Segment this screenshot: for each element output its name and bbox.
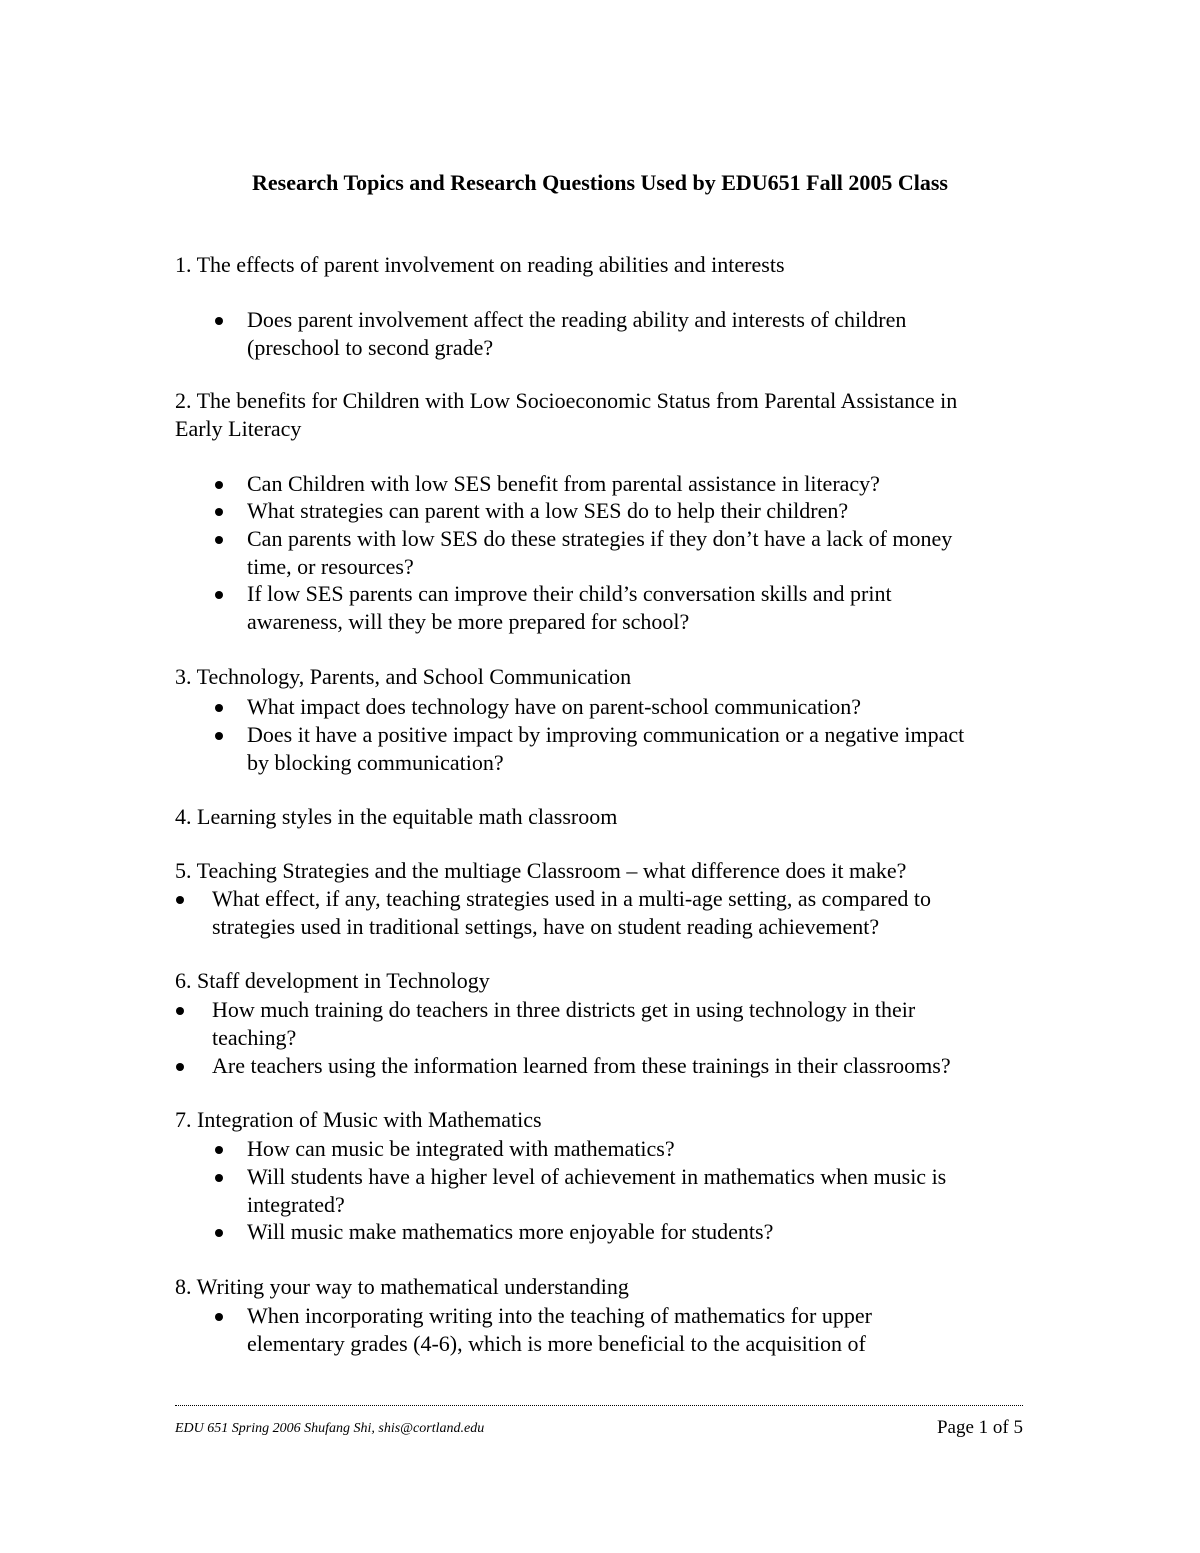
- page-number: Page 1 of 5: [936, 1417, 1023, 1438]
- section-heading-2: 2. The benefits for Children with Low Socioeconomic Status from Parental Assistance in: [175, 388, 958, 413]
- list-item-line: integrated?: [247, 1192, 345, 1217]
- bullet-icon: [176, 896, 184, 904]
- section-heading-7: 7. Integration of Music with Mathematics: [175, 1107, 542, 1132]
- list-item-line: Will students have a higher level of achievement in mathematics when music is: [247, 1164, 947, 1189]
- list-item-line: Can parents with low SES do these strategies if they don’t have a lack of money: [247, 526, 953, 551]
- footer-author: EDU 651 Spring 2006 Shufang Shi, shis@cortland.edu: [175, 1421, 485, 1436]
- bullet-icon: [215, 1313, 223, 1321]
- section-heading-1: 1. The effects of parent involvement on reading abilities and interests: [175, 252, 785, 277]
- list-item-line: What strategies can parent with a low SES do to help their children?: [247, 498, 849, 523]
- list-item-line: teaching?: [212, 1025, 297, 1050]
- list-item-line: Does parent involvement affect the reading ability and interests of children: [247, 307, 907, 332]
- list-item-line: by blocking communication?: [247, 750, 504, 775]
- list-item-line: Will music make mathematics more enjoyable for students?: [247, 1219, 774, 1244]
- section-heading-4: 4. Learning styles in the equitable math classroom: [175, 804, 618, 829]
- list-item-line: time, or resources?: [247, 554, 414, 579]
- bullet-icon: [215, 536, 223, 544]
- section-heading-5: 5. Teaching Strategies and the multiage Classroom – what difference does it make?: [175, 858, 907, 883]
- bullet-icon: [215, 508, 223, 516]
- bullet-icon: [215, 1229, 223, 1237]
- footer-divider: [175, 1405, 1023, 1406]
- bullet-icon: [215, 704, 223, 712]
- section-heading-2-cont: Early Literacy: [175, 416, 302, 441]
- bullet-icon: [215, 591, 223, 599]
- list-item-line: When incorporating writing into the teaching of mathematics for upper: [247, 1303, 872, 1328]
- list-item-line: How much training do teachers in three districts get in using technology in their: [212, 997, 916, 1022]
- bullet-icon: [215, 1174, 223, 1182]
- list-item-line: awareness, will they be more prepared for school?: [247, 609, 690, 634]
- section-heading-6: 6. Staff development in Technology: [175, 968, 490, 993]
- bullet-icon: [215, 732, 223, 740]
- list-item-line: Does it have a positive impact by improving communication or a negative impact: [247, 722, 965, 747]
- bullet-icon: [215, 481, 223, 489]
- list-item-line: (preschool to second grade?: [247, 335, 494, 360]
- list-item-line: If low SES parents can improve their child’s conversation skills and print: [247, 581, 892, 606]
- list-item-line: What impact does technology have on parent-school communication?: [247, 694, 861, 719]
- bullet-icon: [215, 317, 223, 325]
- section-heading-3: 3. Technology, Parents, and School Communication: [175, 664, 632, 689]
- bullet-icon: [215, 1146, 223, 1154]
- list-item-line: strategies used in traditional settings, have on student reading achievement?: [212, 914, 880, 939]
- list-item-line: Are teachers using the information learned from these trainings in their classrooms?: [212, 1053, 951, 1078]
- page-title: Research Topics and Research Questions Used by EDU651 Fall 2005 Class: [252, 170, 948, 195]
- section-heading-8: 8. Writing your way to mathematical understanding: [175, 1274, 629, 1299]
- bullet-icon: [176, 1007, 184, 1015]
- list-item-line: How can music be integrated with mathematics?: [247, 1136, 675, 1161]
- list-item-line: Can Children with low SES benefit from parental assistance in literacy?: [247, 471, 880, 496]
- bullet-icon: [176, 1063, 184, 1071]
- list-item-line: elementary grades (4-6), which is more beneficial to the acquisition of: [247, 1331, 866, 1356]
- list-item-line: What effect, if any, teaching strategies used in a multi-age setting, as compared to: [212, 886, 932, 911]
